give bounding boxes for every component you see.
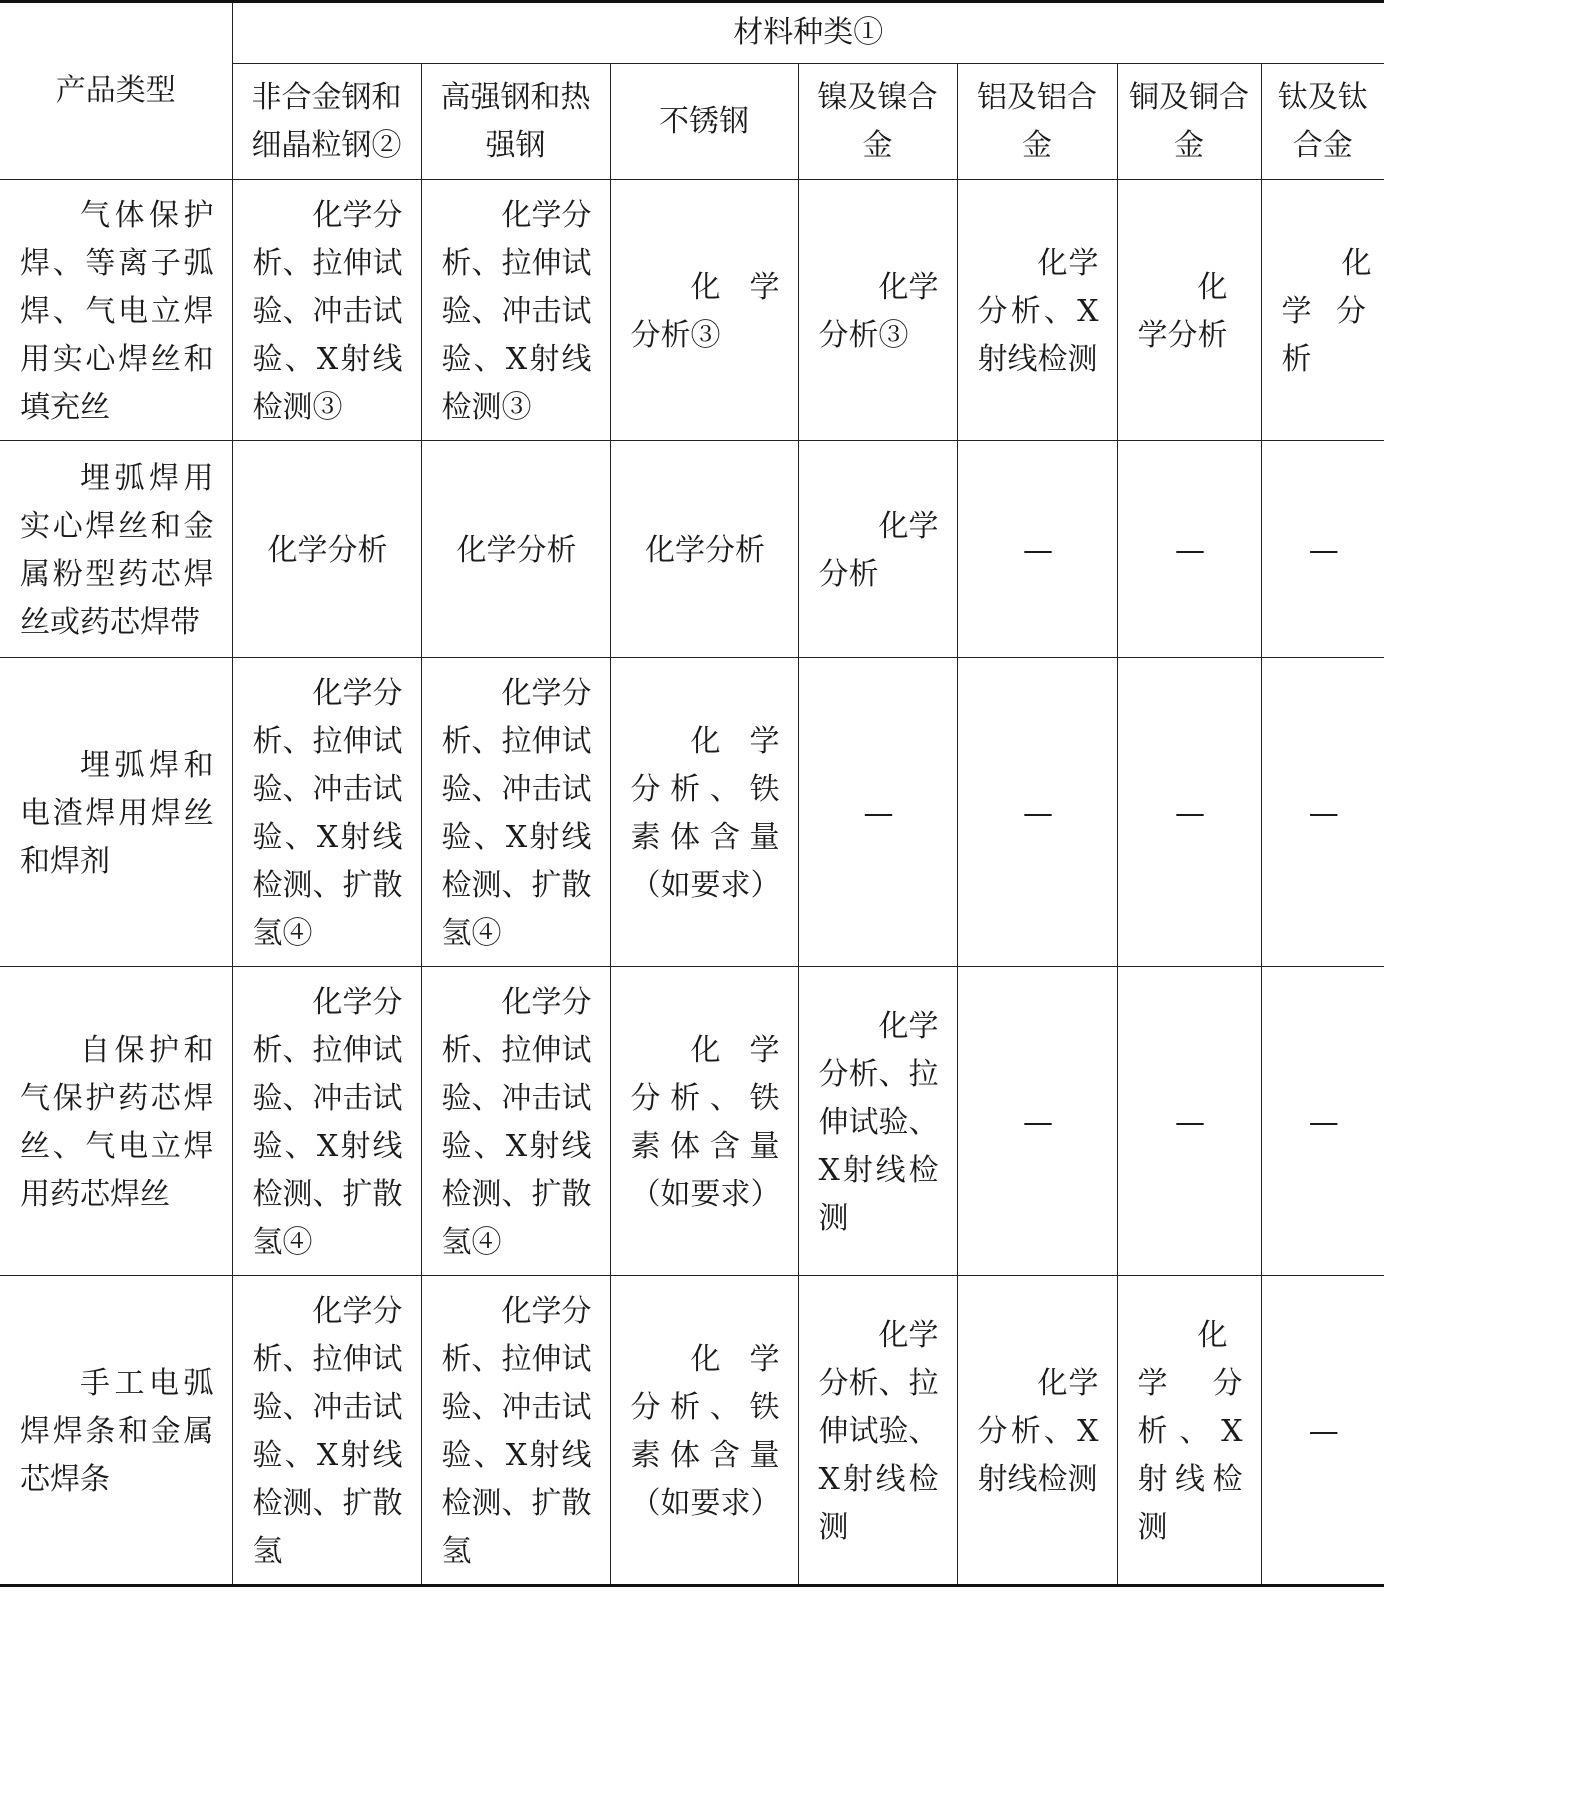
material-header: 高强钢和热强钢 xyxy=(421,64,610,180)
product-cell: 气体保护焊、等离子弧焊、气电立焊用实心焊丝和填充丝 xyxy=(0,180,232,441)
table-cell: 化学分析 xyxy=(610,441,798,658)
table-cell: 化学分析、X射线检测 xyxy=(1117,1276,1261,1586)
table-cell: — xyxy=(957,658,1117,967)
table-cell: — xyxy=(1261,658,1384,967)
table-cell: — xyxy=(957,967,1117,1276)
table-row xyxy=(0,180,1384,441)
table-cell: 化学分析、X射线检测 xyxy=(957,180,1117,441)
table-cell: 化学分析③ xyxy=(610,180,798,441)
product-type-header: 产品类型 xyxy=(0,2,232,180)
material-category-header: 材料种类① xyxy=(232,2,1384,64)
table-cell: — xyxy=(1117,441,1261,658)
table-cell: 化学分析 xyxy=(421,441,610,658)
table-cell: — xyxy=(957,441,1117,658)
table-cell: 化学分析、拉伸试验、冲击试验、X射线检测③ xyxy=(232,180,421,441)
material-header: 非合金钢和细晶粒钢② xyxy=(232,64,421,180)
table-cell: 化学分析 xyxy=(1117,180,1261,441)
table-cell: — xyxy=(1117,658,1261,967)
table-cell: 化学分析③ xyxy=(798,180,957,441)
table-cell: — xyxy=(1261,441,1384,658)
product-cell: 手工电弧焊焊条和金属芯焊条 xyxy=(0,1276,232,1586)
table-cell: 化学分析、拉伸试验、X射线检测 xyxy=(798,1276,957,1586)
table-cell: 化学分析、拉伸试验、冲击试验、X射线检测、扩散氢④ xyxy=(232,967,421,1276)
table-cell: — xyxy=(798,658,957,967)
table-cell: — xyxy=(1117,967,1261,1276)
table-row xyxy=(0,1276,1384,1586)
material-header: 镍及镍合金 xyxy=(798,64,957,180)
table-cell: 化学分析、铁素体含量（如要求） xyxy=(610,967,798,1276)
table-cell: 化学分析 xyxy=(1261,180,1384,441)
table-cell: 化学分析、拉伸试验、冲击试验、X射线检测、扩散氢④ xyxy=(421,967,610,1276)
table-cell: — xyxy=(1261,1276,1384,1586)
table-cell: 化学分析、拉伸试验、冲击试验、X射线检测、扩散氢 xyxy=(421,1276,610,1586)
table-row xyxy=(0,441,1384,658)
table-cell: 化学分析 xyxy=(232,441,421,658)
table-cell: 化学分析、拉伸试验、X射线检测 xyxy=(798,967,957,1276)
material-header: 铝及铝合金 xyxy=(957,64,1117,180)
material-header: 不锈钢 xyxy=(610,64,798,180)
product-cell: 埋弧焊用实心焊丝和金属粉型药芯焊丝或药芯焊带 xyxy=(0,441,232,658)
material-header: 铜及铜合金 xyxy=(1117,64,1261,180)
table-cell: 化学分析、X射线检测 xyxy=(957,1276,1117,1586)
product-cell: 自保护和气保护药芯焊丝、气电立焊用药芯焊丝 xyxy=(0,967,232,1276)
table-cell: 化学分析、拉伸试验、冲击试验、X射线检测、扩散氢④ xyxy=(232,658,421,967)
table-cell: — xyxy=(1261,967,1384,1276)
table-cell: 化学分析、拉伸试验、冲击试验、X射线检测③ xyxy=(421,180,610,441)
table-cell: 化学分析、铁素体含量（如要求） xyxy=(610,658,798,967)
table-cell: 化学分析、铁素体含量（如要求） xyxy=(610,1276,798,1586)
table-cell: 化学分析 xyxy=(798,441,957,658)
material-header: 钛及钛合金 xyxy=(1261,64,1384,180)
table-row xyxy=(0,967,1384,1276)
header-row-top xyxy=(0,2,1384,64)
table-row xyxy=(0,658,1384,967)
product-cell: 埋弧焊和电渣焊用焊丝和焊剂 xyxy=(0,658,232,967)
table-cell: 化学分析、拉伸试验、冲击试验、X射线检测、扩散氢 xyxy=(232,1276,421,1586)
table-cell: 化学分析、拉伸试验、冲击试验、X射线检测、扩散氢④ xyxy=(421,658,610,967)
